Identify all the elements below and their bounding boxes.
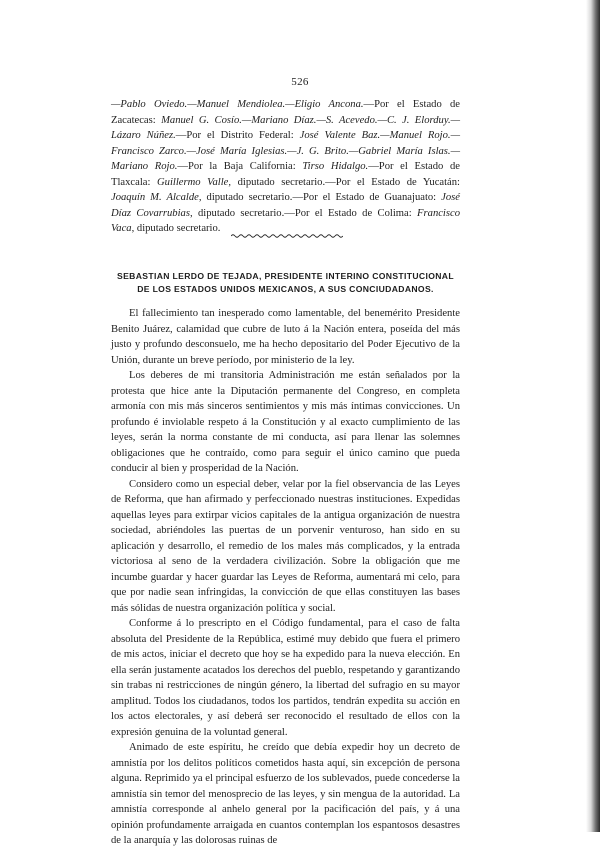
proclamation-body	[111, 306, 460, 849]
signatory-names: Manuel G. Cosío.—Mariano Díaz.—S. Acevedo.—C. J. Elorduy.—Lázaro Núñez.	[111, 114, 461, 141]
signatory-connector: —Por el Estado de Zacatecas:	[111, 99, 460, 126]
signatory-connector: diputado secretario.—Por el Estado de Yucatán:	[231, 176, 460, 188]
section-divider	[231, 233, 343, 239]
signatory-names: José Díaz Covarrubias,	[111, 192, 460, 219]
paragraph-5: Animado de este espíritu, he creído que debía expedir hoy un decreto de amnistía por los delitos políticos cometidos hasta aquí, sin excepción de persona alguna. Reprimido ya el principal esfuerzo de los sublevados, puede concederse la amnistía sin temor del menosprecio de las leyes, y sin mengua de la autoridad. La amnistía corresponde al anhelo general por la pacificación del país, y á una opinión profundamente arraigada en cuantos contemplan los espantosos desastres de la anarquía y las dolorosas ruinas de	[111, 742, 460, 846]
signatory-connector: diputado secretario.—Por el Estado de Colima:	[192, 207, 418, 219]
signatory-names: Guillermo Valle,	[157, 176, 232, 188]
signatory-names: Tirso Hidalgo.	[302, 161, 369, 172]
signatory-connector: —Por el Estado de Tlaxcala:	[111, 161, 460, 188]
heading-line-2: DE LOS ESTADOS UNIDOS MEXICANOS, A SUS CONCIUDADANOS.	[137, 283, 434, 294]
signatory-connector: diputado secretario.	[134, 223, 221, 234]
signatories-paragraph	[111, 97, 460, 237]
paragraph-2: Los deberes de mi transitoria Administración me están señalados por la protesta que hice ante la Diputación permanente del Congreso, en completa armonía con mis más sinceros sentimientos y mis más íntimas convicciones. Un profundo é inviolable respeto á la Constitución y al exacto cumplimiento de las leyes, serán la norma constante de mi conducta, así para llenar las solemnes obligaciones que he contraído, como para seguir el único camino que pueda conducir al bien y prosperidad de la Nación.	[111, 370, 460, 474]
signatory-connector: —Por la Baja California:	[177, 161, 303, 172]
signatory-names: Francisco Vaca,	[111, 207, 461, 234]
signatory-names: —Pablo Oviedo.—Manuel Mendiolea.—Eligio Ancona.	[111, 99, 364, 110]
page-edge-shadow	[586, 0, 600, 832]
signatory-names: Joaquín M. Alcalde,	[111, 192, 202, 203]
heading-line-1: SEBASTIAN LERDO DE TEJADA, PRESIDENTE INTERINO CONSTITUCIONAL	[117, 271, 454, 281]
signatory-connector: diputado secretario.—Por el Estado de Guanajuato:	[201, 192, 442, 203]
paragraph-3: Considero como un especial deber, velar por la fiel observancia de las Leyes de Reforma, que han afirmado y perfeccionado nuestras instituciones. Expedidas aquellas leyes para extirpar vicios capitales de la antigua organización de nuestra sociedad, abriéndoles las puertas de un porvenir venturoso, han sido en su aplicación y desarrollo, el remedio de los males más complicados, y la entrada victoriosa al seno de la verdadera civilización. Sobre la obligación que me incumbe guardar y hacer guardar las Leyes de Reforma, aumentará mi celo, para que por nadie sean infringidas, la convicción de que ellas constituyen las bases más sólidas de nuestra organización política y social.	[111, 478, 460, 614]
paragraph-1: El fallecimiento tan inesperado como lamentable, del benemérito Presidente Benito Juárez, calamidad que cubre de luto á la Nación entera, poseída del más justo y profundo desconsuelo, me ha hecho depositario del Poder Ejecutivo de la Unión, durante un breve período, por ministerio de la ley.	[111, 308, 460, 366]
proclamation-heading	[111, 270, 460, 295]
signatory-connector: —Por el Distrito Federal:	[175, 130, 300, 141]
page-number: 526	[291, 76, 309, 88]
signatory-names: José Valente Baz.—Manuel Rojo.—Francisco Zarco.—José María Iglesias.—J. G. Brito.—Gabriel María Islas.—Mariano Rojo.	[111, 130, 460, 172]
signatories-text	[111, 97, 460, 237]
paragraph-4: Conforme á lo prescripto en el Código fundamental, para el caso de falta absoluta del Presidente de la República, estimé muy debido que fuera el primero de mis actos, iniciar el decreto que hoy se ha expedido para la nueva elección. En ella serán justamente acatados los derechos del pueblo, respetando y garantizando sin trabas ni restricciones de ningún género, la libertad del sufragio en su mayor amplitud. Todos los ciudadanos, todos los partidos, tendrán expedita su acción en los actos electorales, y así deberá ser reconocido el resultado de ellos con la expresión genuina de la voluntad general.	[111, 618, 460, 738]
